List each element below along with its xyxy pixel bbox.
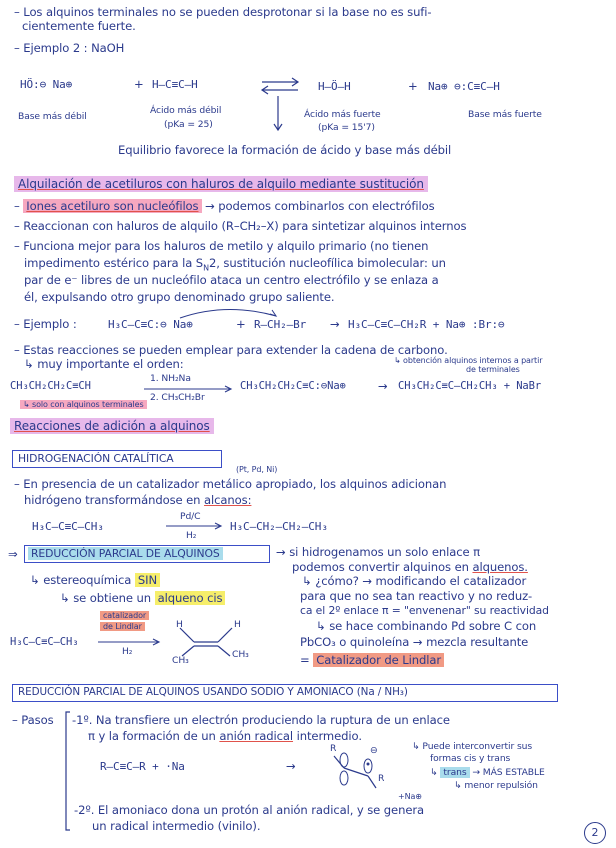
reactant-acid: H–C≡C–H xyxy=(152,78,198,91)
how-line-4: ↳ se hace combinando Pd sobre C con xyxy=(316,619,537,633)
partial-arrow: ⇒ xyxy=(8,547,18,561)
reaction-arrow-icon xyxy=(164,522,224,530)
note-formas: formas cis y trans xyxy=(430,753,511,764)
example-reactant-2: R–CH₂–Br xyxy=(254,318,307,331)
pasos-label: – Pasos xyxy=(12,713,54,727)
example2-title: – Ejemplo 2 : NaOH xyxy=(14,41,125,55)
lindlar-reactant: H₃C–C≡C–CH₃ xyxy=(10,636,79,648)
bullet-reaccionan: – Reaccionan con haluros de alquilo (R–CH₂–X) para sintetizar alquinos internos xyxy=(14,219,467,233)
equilibrium-arrows-icon xyxy=(258,74,308,134)
example-arrow: → xyxy=(330,317,340,331)
bullet-funciona-2: impedimento estérico para la $S_N2$, sustitución nucleofílica bimolecular: un xyxy=(24,256,446,273)
label-base-fuerte: Base más fuerte xyxy=(468,109,542,120)
note-trans: ↳ trans → MÁS ESTABLE xyxy=(430,767,545,778)
hydrogenation-catalysts: (Pt, Pd, Ni) xyxy=(236,465,278,474)
bullet-nucleofilos: – Iones acetiluro son nucleófilos → podemos combinarlos con electrófilos xyxy=(14,199,435,213)
step-2-line-a: -2º. El amoniaco dona un protón al anión radical, y se genera xyxy=(74,803,425,817)
mech-minus: ⊖ xyxy=(370,745,378,756)
pka-1: (pKa = 25) xyxy=(164,119,213,130)
example-reactant-1: H₃C–C≡C:⊖ Na⊕ xyxy=(108,318,193,331)
product-salt: Na⊕ ⊖:C≡C–H xyxy=(428,80,500,93)
bullet-funciona-1: – Funciona mejor para los haluros de metilo y alquilo primario (no tienen xyxy=(14,239,429,253)
hydro-reactant: H₃C–C≡C–CH₃ xyxy=(32,520,104,533)
hydro-product: H₃C–CH₂–CH₂–CH₃ xyxy=(230,520,328,533)
reaction-arrow-icon xyxy=(96,638,162,646)
section-heading-adicion: Reacciones de adición a alquinos xyxy=(10,420,214,433)
chain-reactant: CH₃CH₂CH₂C≡CH xyxy=(10,380,91,392)
chain-product: CH₃CH₂C≡C–CH₂CH₃ + NaBr xyxy=(398,380,542,392)
hydrogenation-line-2: hidrógeno transformándose en alcanos: xyxy=(24,493,252,507)
partial-desc-1: → si hidrogenamos un solo enlace π xyxy=(276,545,481,559)
partial-title: REDUCCIÓN PARCIAL DE ALQUINOS xyxy=(28,547,223,560)
partial-desc-2: podemos convertir alquinos en alquenos. xyxy=(292,560,528,574)
bracket-icon xyxy=(62,710,72,834)
hydro-catalyst: Pd/C xyxy=(180,511,201,522)
note-alquinos-internos-1: ↳ obtención alquinos internos a partir xyxy=(394,356,543,365)
chain-intermediate: CH₃CH₂CH₂C≡C:⊖Na⊕ xyxy=(240,380,346,392)
electron-push-arrow-icon xyxy=(176,304,286,320)
label-acido-debil: Ácido más débil xyxy=(150,105,222,116)
hydro-h2: H₂ xyxy=(186,530,197,541)
how-line-3: ca el 2º enlace π = "envenenar" su reactividad xyxy=(300,604,549,617)
intro-line-2: cientemente fuerte. xyxy=(22,19,136,33)
label-acido-fuerte: Ácido más fuerte xyxy=(304,109,381,120)
bullet-funciona-4: él, expulsando otro grupo denominado grupo saliente. xyxy=(24,290,335,304)
lindlar-h2: H₂ xyxy=(122,646,133,657)
bullet-extender: – Estas reacciones se pueden emplear para extender la cadena de carbono. xyxy=(14,343,448,357)
alkene-h-right: H xyxy=(234,619,241,630)
lindlar-cat-1: catalizador xyxy=(100,611,149,620)
how-line-1: ↳ ¿cómo? → modificando el catalizador xyxy=(302,574,527,588)
example-product: H₃C–C≡C–CH₂R + Na⊕ :Br:⊖ xyxy=(348,318,505,331)
chain-note: ↳ solo con alquinos terminales xyxy=(20,400,147,409)
how-line-6: = Catalizador de Lindlar xyxy=(300,654,444,667)
alkene-ch3-right: CH₃ xyxy=(232,649,249,660)
page-number: 2 xyxy=(584,822,606,844)
stereo-line: ↳ estereoquímica SIN xyxy=(30,574,160,587)
alkene-ch3-left: CH₃ xyxy=(172,655,189,666)
step-1-line-b: π y la formación de un anión radical intermedio. xyxy=(88,729,362,743)
mech-na: +Na⊕ xyxy=(398,792,422,801)
bullet-orden: ↳ muy importante el orden: xyxy=(24,357,184,371)
chain-step-1: 1. NH₂Na xyxy=(150,373,191,384)
label-base-debil: Base más débil xyxy=(18,111,87,122)
product-water: H–Ö–H xyxy=(318,80,351,93)
equilibrium-text: Equilibrio favorece la formación de ácido y base más débil xyxy=(118,143,452,157)
lindlar-cat-2: de Lindlar xyxy=(100,622,145,631)
how-line-5: PbCO₃ o quinoleína → mezcla resultante xyxy=(300,635,529,649)
obtain-line: ↳ se obtiene un alqueno cis xyxy=(60,592,225,605)
mechanism-arrow: → xyxy=(286,759,296,773)
intro-line-1: – Los alquinos terminales no se pueden desprotonar si la base no es sufi- xyxy=(14,5,432,19)
pka-2: (pKa = 15'7) xyxy=(318,122,375,133)
hydrogenation-line-1: – En presencia de un catalizador metálico apropiado, los alquinos adicionan xyxy=(14,477,447,491)
bullet-funciona-3: par de e⁻ libres de un nucleófilo ataca un centro electrófilo y se enlaza a xyxy=(24,273,439,287)
plus-sign-2: + xyxy=(408,79,418,93)
example-plus: + xyxy=(236,317,246,331)
sodium-title: REDUCCIÓN PARCIAL DE ALQUINOS USANDO SODIO Y AMONIACO (Na / NH₃) xyxy=(18,686,408,698)
mech-r-2: R xyxy=(378,773,385,784)
note-repulsion: ↳ menor repulsión xyxy=(454,780,538,791)
note-interconvertir: ↳ Puede interconvertir sus xyxy=(412,741,533,752)
note-alquinos-internos-2: de terminales xyxy=(466,365,520,374)
mechanism-reactant: R–C≡C–R + ·Na xyxy=(100,760,185,773)
chain-step-2: 2. CH₃CH₂Br xyxy=(150,392,205,403)
step-1-line-a: -1º. Na transfiere un electrón produciendo la ruptura de un enlace xyxy=(72,713,450,727)
mech-r-1: R xyxy=(330,743,337,754)
hydrogenation-title: HIDROGENACIÓN CATALÍTICA xyxy=(18,452,174,465)
chain-arrow: → xyxy=(378,379,388,393)
example-label: – Ejemplo : xyxy=(14,317,77,331)
how-line-2: para que no sea tan reactivo y no reduz- xyxy=(300,589,533,603)
section-heading-alquilacion: Alquilación de acetiluros con haluros de alquilo mediante sustitución xyxy=(14,178,428,191)
step-2-line-b: un radical intermedio (vinilo). xyxy=(92,819,261,833)
reactant-base: HÖ:⊖ Na⊕ xyxy=(20,78,73,91)
alkene-h-left: H xyxy=(176,619,183,630)
plus-sign: + xyxy=(134,77,144,91)
